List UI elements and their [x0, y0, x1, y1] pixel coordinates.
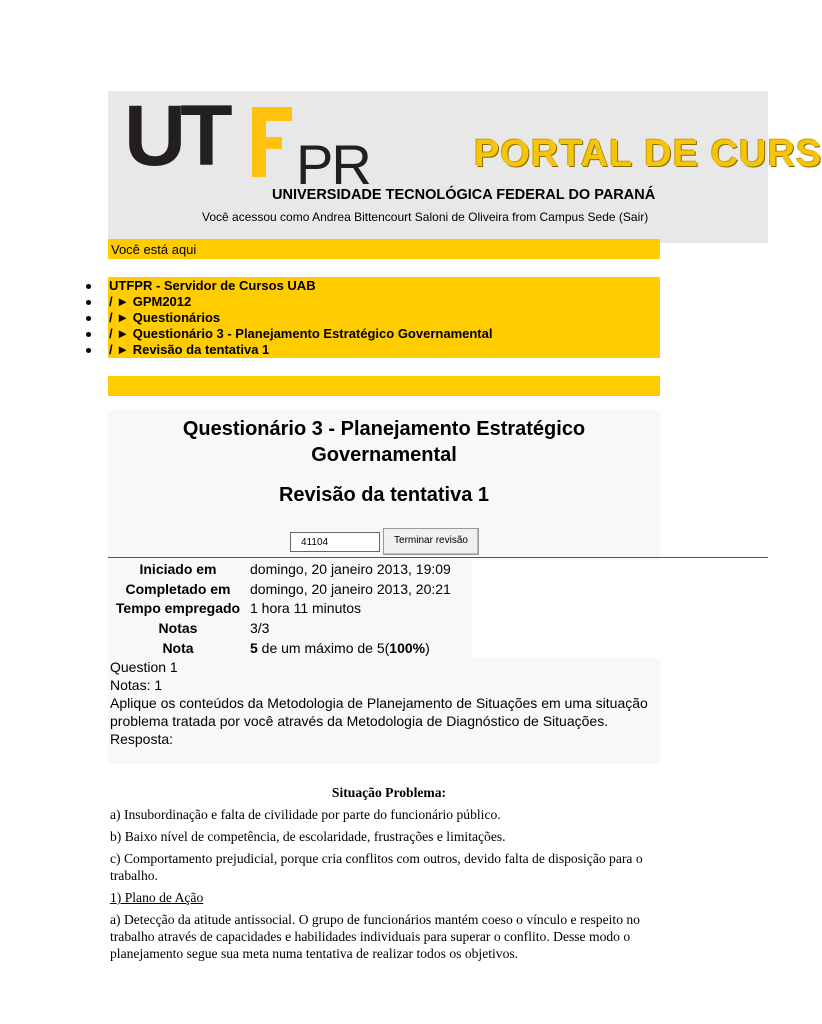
breadcrumb-item-quiz[interactable]: / ► Questionário 3 - Planejamento Estratégico Governamental — [86, 326, 492, 342]
answer-item-b: b) Baixo nível de competência, de escolaridade, frustrações e limitações. — [110, 829, 506, 844]
site-header — [108, 88, 822, 243]
login-info[interactable]: Você acessou como Andrea Bittencourt Saloni de Oliveira from Campus Sede (Sair) — [202, 210, 649, 224]
question-number: Question 1 — [110, 659, 178, 675]
logo-f-mark — [252, 107, 292, 177]
answer-heading: Situação Problema: — [331, 785, 447, 800]
breadcrumb-item-server[interactable]: UTFPR - Servidor de Cursos UAB — [86, 278, 492, 294]
logo-text-ut: UT — [124, 88, 227, 184]
answer-item-a: a) Insubordinação e falta de civilidade por parte do funcionário público. — [110, 807, 501, 822]
answer-content — [108, 784, 668, 967]
review-title: Revisão da tentativa 1 — [278, 484, 490, 506]
breadcrumb-item-quizzes[interactable]: / ► Questionários — [86, 310, 492, 326]
plan-heading: 1) Plano de Ação — [110, 890, 204, 905]
question-marks: Notas: 1 — [110, 677, 163, 693]
university-name: UNIVERSIDADE TECNOLÓGICA FEDERAL DO PARANÁ — [272, 187, 656, 203]
end-review-button[interactable]: Terminar revisão — [383, 528, 479, 555]
you-are-here-label: Você está aqui — [108, 239, 660, 259]
attempt-select[interactable]: 41104 — [290, 532, 380, 552]
answer-item-c: c) Comportamento prejudicial, porque cria conflitos com outros, devido falta de disposição para o trabalho. — [110, 851, 643, 883]
question-block — [108, 658, 660, 764]
breadcrumb — [108, 277, 660, 358]
navbar-strip — [108, 376, 660, 396]
answer-label: Resposta: — [110, 731, 174, 747]
breadcrumb-item-course[interactable]: / ► GPM2012 — [86, 294, 492, 310]
attempt-summary-table: Iniciado em domingo, 20 janeiro 2013, 19:09 Completado em domingo, 20 janeiro 2013, 20:21 Tempo empregado 1 hora 11 minutos Notas 3/3 Nota 5 de um máximo de 5(100%) — [108, 558, 472, 658]
plan-item-a: a) Detecção da atitude antissocial. O grupo de funcionários mantém coeso o vínculo e respeito no trabalho através de capacidades e habilidades individuais para superar o conflito. Desse modo o planejamento segue sua meta numa tentativa de realizar todos os objetivos. — [110, 912, 640, 961]
breadcrumb-item-review: / ► Revisão da tentativa 1 — [86, 342, 492, 358]
portal-title: PORTAL DE CURS — [474, 133, 822, 175]
quiz-title: Questionário 3 - Planejamento Estratégico Governamental — [182, 418, 586, 466]
question-text: Aplique os conteúdos da Metodologia de Planejamento de Situações em uma situação problema tratada por você através da Metodologia de Diagnóstico de Situações. — [110, 695, 648, 729]
logo-text-pr: PR — [296, 133, 370, 196]
